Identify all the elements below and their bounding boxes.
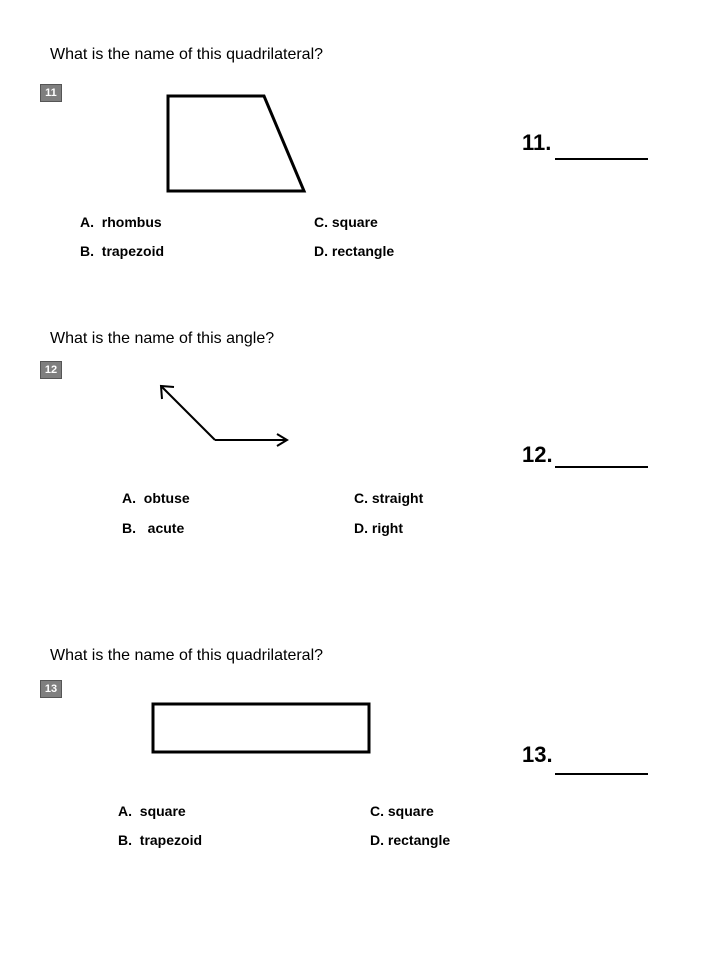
choice-b[interactable]: B. trapezoid	[118, 832, 203, 848]
answer-blank[interactable]	[555, 442, 648, 468]
choice-b[interactable]: B. acute	[122, 520, 185, 536]
question-number-badge: 13	[40, 680, 62, 698]
question-11	[0, 46, 720, 366]
choice-b[interactable]: B. trapezoid	[80, 243, 165, 259]
choice-d[interactable]: D. right	[354, 520, 403, 536]
answer-blank[interactable]	[555, 134, 648, 160]
question-12	[0, 330, 720, 650]
question-number-badge: 11	[40, 84, 62, 102]
answer-number: 11.	[522, 130, 552, 155]
answer-number: 12.	[522, 442, 553, 467]
choice-c[interactable]: C. square	[370, 803, 434, 819]
choice-c[interactable]: C. square	[314, 214, 378, 230]
trapezoid-figure	[160, 90, 320, 200]
angle-figure	[150, 382, 300, 462]
choice-a[interactable]: A. obtuse	[122, 490, 190, 506]
question-13	[0, 647, 720, 967]
answer-number: 13.	[522, 742, 553, 767]
question-prompt: What is the name of this quadrilateral?	[50, 46, 324, 63]
choice-d[interactable]: D. rectangle	[370, 832, 451, 848]
choice-c[interactable]: C. straight	[354, 490, 424, 506]
answer-blank[interactable]	[555, 749, 648, 775]
choice-a[interactable]: A. rhombus	[80, 214, 162, 230]
question-prompt: What is the name of this quadrilateral?	[50, 647, 324, 664]
rectangle-figure	[148, 700, 374, 758]
question-number-badge: 12	[40, 361, 62, 379]
choice-d[interactable]: D. rectangle	[314, 243, 395, 259]
question-prompt: What is the name of this angle?	[50, 330, 275, 347]
choice-a[interactable]: A. square	[118, 803, 186, 819]
